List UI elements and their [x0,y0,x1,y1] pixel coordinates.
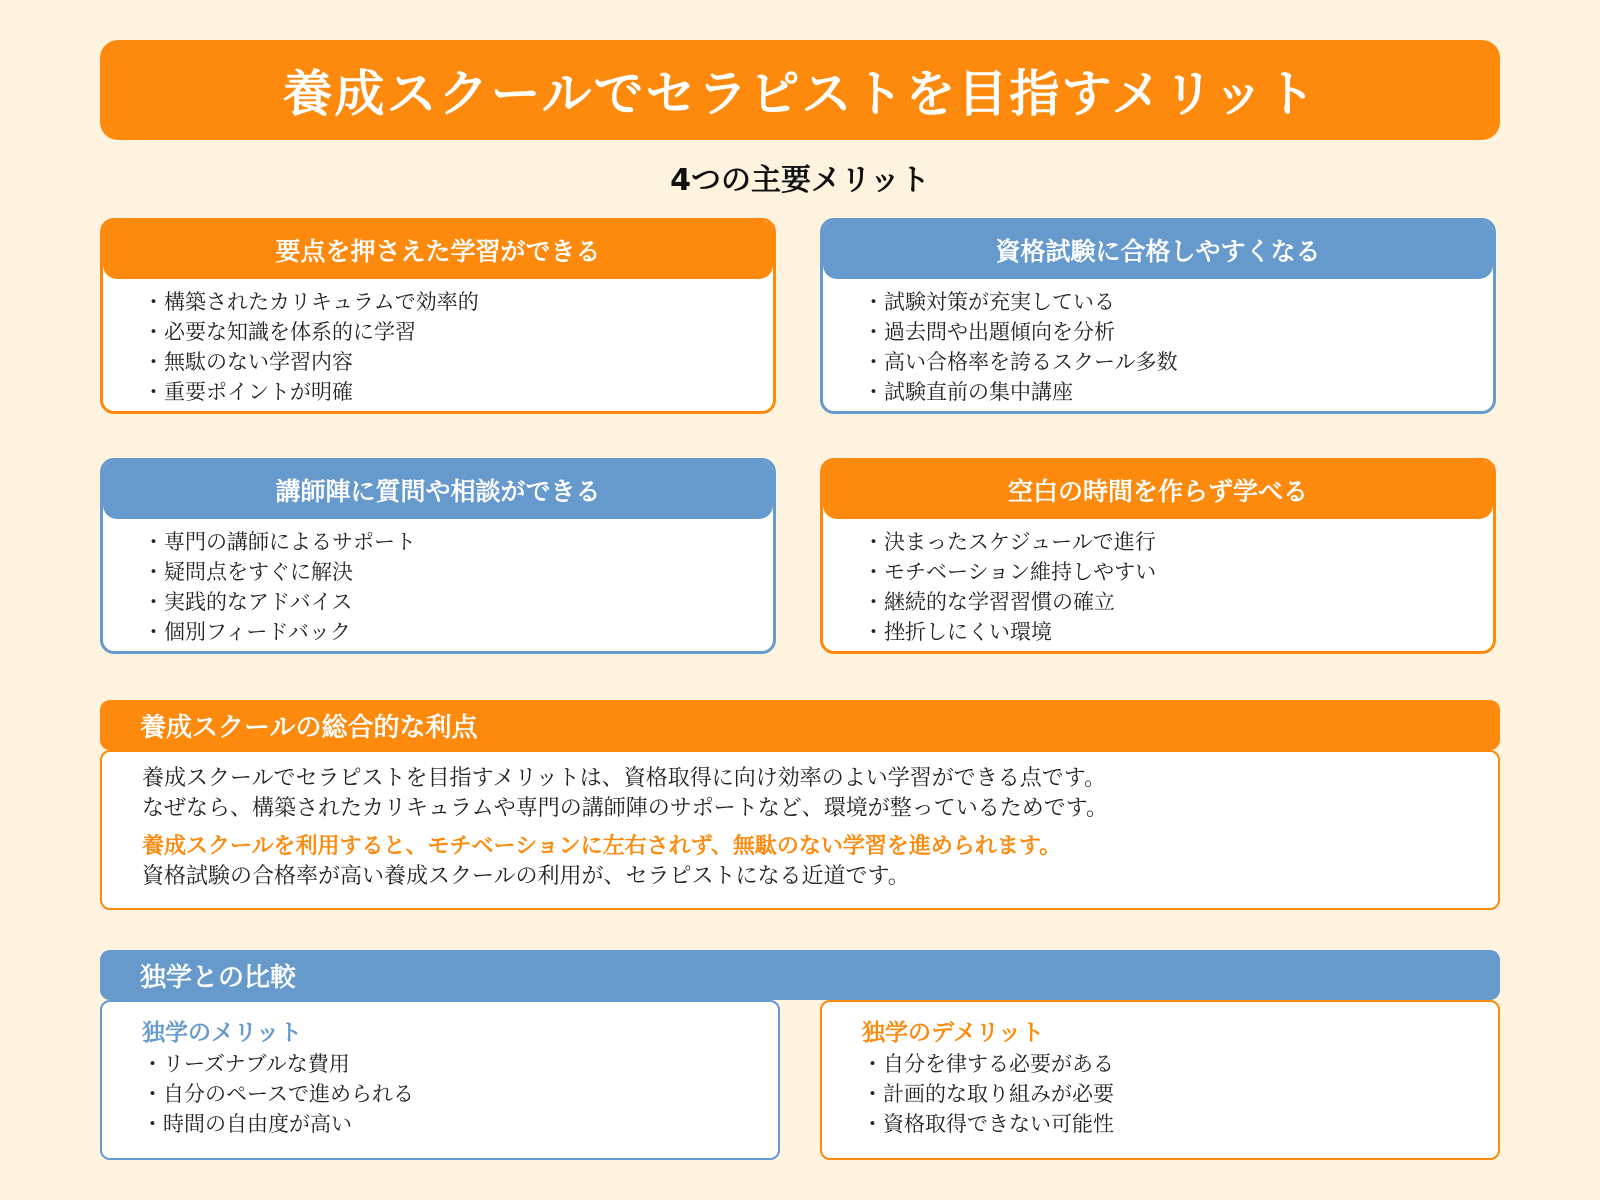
card-list [863,287,1493,407]
list-item: ・ 高い合格率を誇るスクール多数 [863,347,1493,377]
list-item: ・ 決まったスケジュールで進行 [863,527,1493,557]
summary-text: 資格試験の合格率が高い養成スクールの利用が、セラピストになる近道です。 [142,864,910,889]
summary-heading: 養成スクールの総合的な利点 [100,700,1500,750]
list-item: ・ 無駄のない学習内容 [143,347,773,377]
merit-card-schedule [820,458,1496,654]
card-list [143,287,773,407]
card-heading: 空白の時間を作らず学べる [823,461,1493,519]
demerits-list [862,1049,1458,1139]
list-item: ・ 過去問や出題傾向を分析 [863,317,1493,347]
list-item: ・ 個別フィードバック [143,617,773,647]
summary-text: 養成スクールでセラピストを目指すメリットは、資格取得に向け効率のよい学習ができる点です。 [142,766,1107,791]
summary-highlight: 養成スクールを利用すると、モチベーションに左右されず、無駄のない学習を進められます。 [142,834,1062,859]
merit-card-learning [100,218,776,414]
summary-text: なぜなら、構築されたカリキュラムや専門の講師陣のサポートなど、環境が整っているためです。 [142,796,1109,821]
list-item: ・ 継続的な学習習慣の確立 [863,587,1493,617]
list-item: ・ モチベーション維持しやすい [863,557,1493,587]
list-item: ・ 挫折しにくい環境 [863,617,1493,647]
list-item: ・ 計画的な取り組みが必要 [862,1079,1458,1109]
list-item: ・ 構築されたカリキュラムで効率的 [143,287,773,317]
demerits-title: 独学のデメリット [862,1020,1045,1046]
self-study-demerits [820,1000,1500,1160]
card-list [143,527,773,647]
list-item: ・ 自分のペースで進められる [142,1079,738,1109]
list-item: ・ 実践的なアドバイス [143,587,773,617]
list-item: ・ 試験対策が充実している [863,287,1493,317]
summary-box [100,750,1500,910]
card-heading: 講師陣に質問や相談ができる [103,461,773,519]
self-study-merits [100,1000,780,1160]
merit-card-instructors [100,458,776,654]
list-item: ・ 資格取得できない可能性 [862,1109,1458,1139]
list-item: ・ リーズナブルな費用 [142,1049,738,1079]
card-heading: 資格試験に合格しやすくなる [823,221,1493,279]
subtitle: 4つの主要メリット [670,163,930,198]
merits-list [142,1049,738,1139]
list-item: ・ 疑問点をすぐに解決 [143,557,773,587]
list-item: ・ 重要ポイントが明確 [143,377,773,407]
merit-card-exam [820,218,1496,414]
list-item: ・ 必要な知識を体系的に学習 [143,317,773,347]
merits-title: 独学のメリット [142,1020,303,1046]
list-item: ・ 時間の自由度が高い [142,1109,738,1139]
page-title: 養成スクールでセラピストを目指すメリット [282,65,1318,123]
list-item: ・ 専門の講師によるサポート [143,527,773,557]
list-item: ・ 試験直前の集中講座 [863,377,1493,407]
list-item: ・ 自分を律する必要がある [862,1049,1458,1079]
comparison-heading: 独学との比較 [100,950,1500,1000]
card-list [863,527,1493,647]
title-banner [100,40,1500,140]
card-heading: 要点を押さえた学習ができる [103,221,773,279]
